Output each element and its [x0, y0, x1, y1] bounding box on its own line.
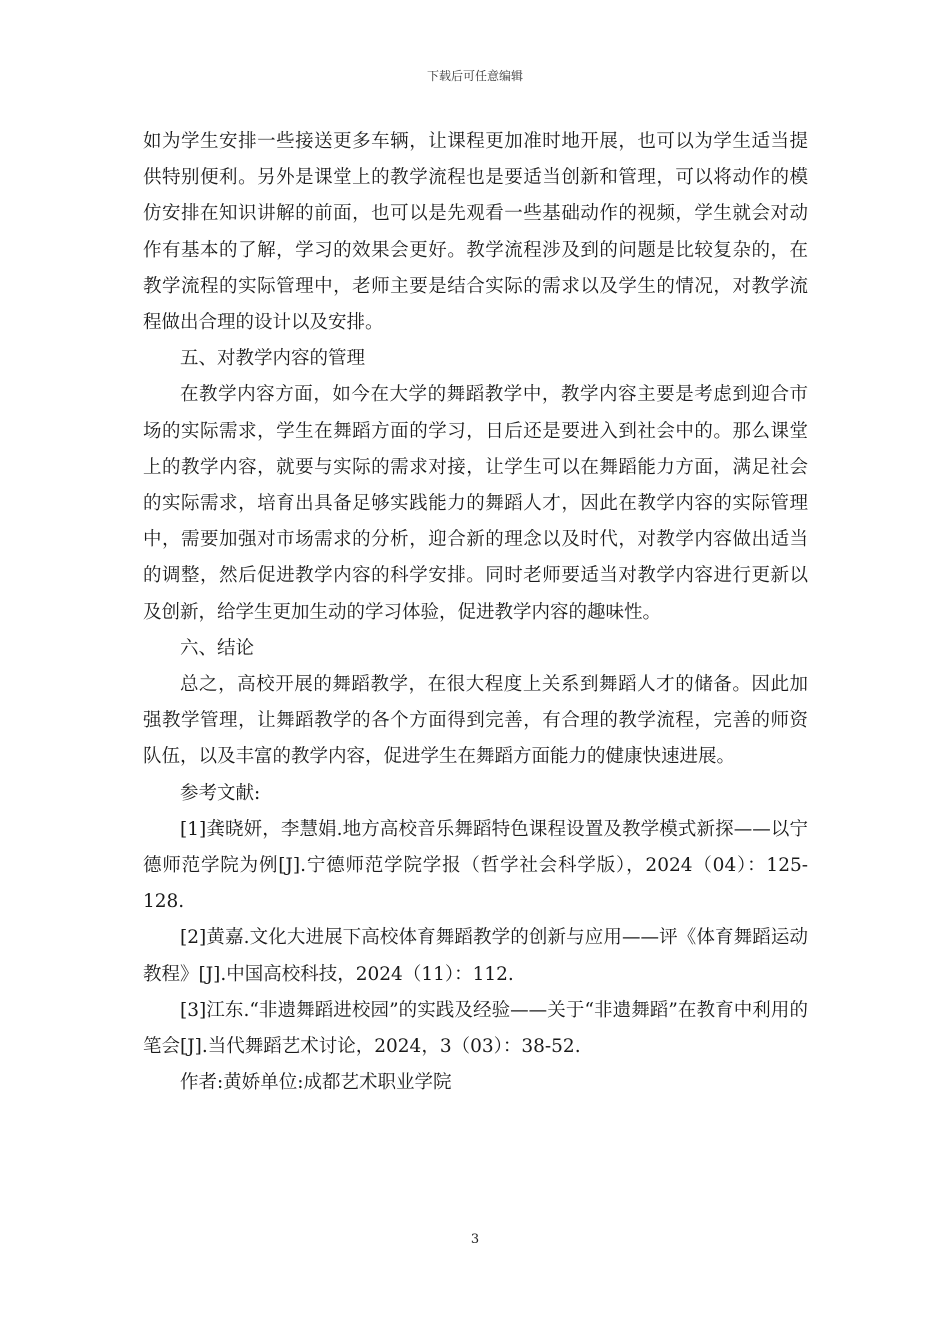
section-heading-5: 五、对教学内容的管理 [180, 348, 366, 370]
reference-item: [2]黄嘉.文化大进展下高校体育舞蹈教学的创新与应用——评《体育舞蹈运动教程》[J].中国高校科技，2024（11）：112. [143, 927, 808, 985]
references-title: 参考文献: [180, 782, 261, 804]
author-line: 作者:黄娇单位:成都艺术职业学院 [180, 1072, 452, 1094]
document-body [143, 124, 808, 1101]
paragraph-continued: 如为学生安排一些接送更多车辆，让课程更加准时地开展，也可以为学生适当提供特别便利。另外是课堂上的教学流程也是要适当创新和管理，可以将动作的模仿安排在知识讲解的前面，也可以是先观看一些基础动作的视频，学生就会对动作有基本的了解，学习的效果会更好。教学流程涉及到的问题是比较复杂的，在教学流程的实际管理中，老师主要是结合实际的需求以及学生的情况，对教学流程做出合理的设计以及安排。 [143, 131, 808, 334]
section-heading-6: 六、结论 [180, 637, 255, 659]
reference-item: [3]江东.“非遗舞蹈进校园”的实践及经验——关于“非遗舞蹈”在教育中利用的笔会[J].当代舞蹈艺术讨论，2024，3（03）：38-52. [143, 999, 808, 1058]
reference-item: [1]龚晓妍，李慧娟.地方高校音乐舞蹈特色课程设置及教学模式新探——以宁德师范学院为例[J].宁德师范学院学报（哲学社会科学版），2024（04）：125-128. [143, 818, 808, 913]
paragraph-conclusion: 总之，高校开展的舞蹈教学，在很大程度上关系到舞蹈人才的储备。因此加强教学管理，让舞蹈教学的各个方面得到完善，有合理的教学流程，完善的师资队伍，以及丰富的教学内容，促进学生在舞蹈方面能力的健康快速进展。 [143, 674, 808, 768]
page-number: 3 [470, 1232, 480, 1247]
page-header: 下载后可任意编辑 [426, 69, 523, 83]
paragraph-teaching-content: 在教学内容方面，如今在大学的舞蹈教学中，教学内容主要是考虑到迎合市场的实际需求，学生在舞蹈方面的学习，日后还是要进入到社会中的。那么课堂上的教学内容，就要与实际的需求对接，让学生可以在舞蹈能力方面，满足社会的实际需求，培育出具备足够实践能力的舞蹈人才，因此在教学内容的实际管理中，需要加强对市场需求的分析，迎合新的理念以及时代，对教学内容做出适当的调整，然后促进教学内容的科学安排。同时老师要适当对教学内容进行更新以及创新，给学生更加生动的学习体验，促进教学内容的趣味性。 [143, 384, 808, 623]
